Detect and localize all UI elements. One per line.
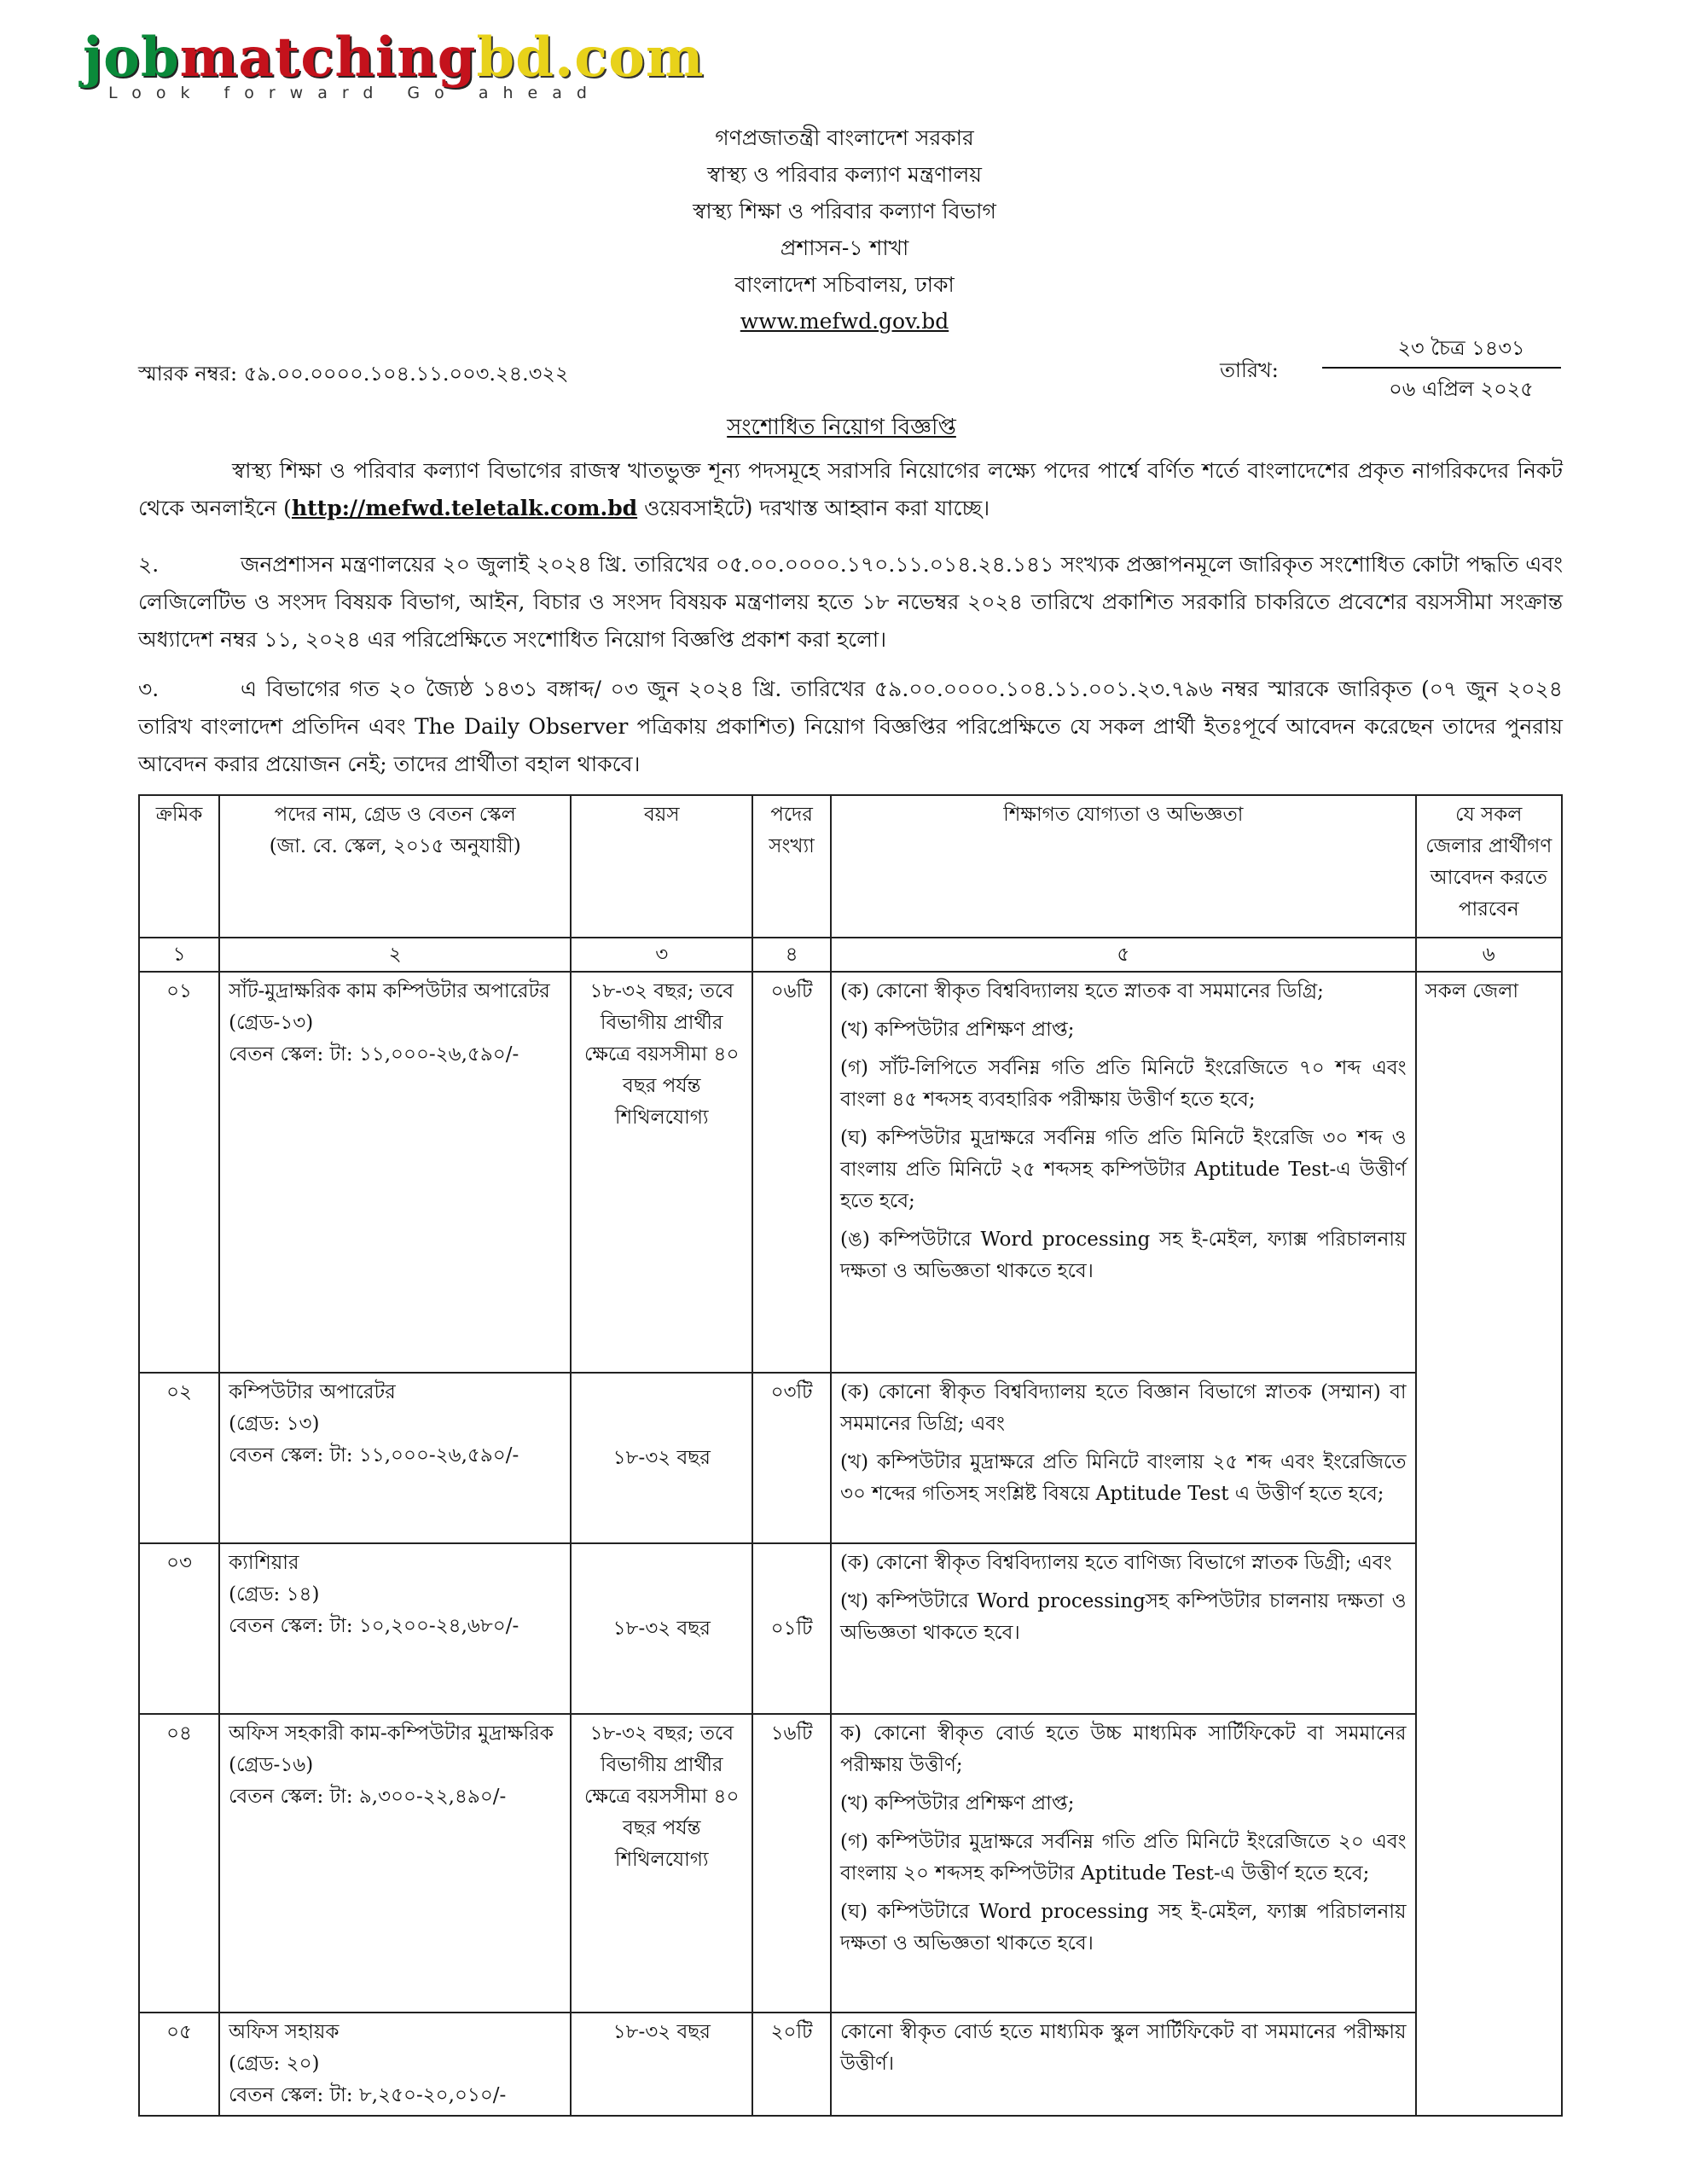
paragraph-3 [138, 671, 1563, 783]
header-qualification: শিক্ষাগত যোগ্যতা ও অভিজ্ঞতা [831, 795, 1416, 938]
para1-text: স্বাস্থ্য শিক্ষা ও পরিবার কল্যাণ বিভাগের রাজস্ব খাতভুক্ত শূন্য পদসমূহে সরাসরি নিয়োগের লক্ষ্যে পদের পার্শ্বে বর্ণিত শর্তে বাংলাদেশের প্রকৃত নাগরিকদের নিকট থেকে অনলাইনে ( [138, 458, 1563, 520]
paragraph-2 [138, 546, 1563, 659]
row-qualification [831, 1543, 1416, 1714]
column-number: ৫ [831, 938, 1416, 972]
row-age: ১৮-৩২ বছর [571, 2013, 752, 2116]
paragraph-text: জনপ্রশাসন মন্ত্রণালয়ের ২০ জুলাই ২০২৪ খ্রি. তারিখের ০৫.০০.০০০০.১৭০.১১.০১৪.২৪.১৪১ সংখ্যক প্রজ্ঞাপনমূলে জারিকৃত সংশোধিত কোটা পদ্ধতি এবং লেজিলেটিভ ও সংসদ বিষয়ক বিভাগ, আইন, বিচার ও সংসদ বিষয়ক মন্ত্রণালয় হতে ১৮ নভেম্বর ২০২৪ তারিখে প্রকাশিত সরকারি চাকরিতে প্রবেশের বয়সসীমা সংক্রান্ত অধ্যাদেশ নম্বর ১১, ২০২৪ এর পরিপ্রেক্ষিতে সংশোধিত নিয়োগ বিজ্ঞপ্তি প্রকাশ করা হলো। [138, 552, 1563, 652]
header-age: বয়স [571, 795, 752, 938]
row-post [219, 972, 571, 1373]
row-qualification [831, 972, 1416, 1373]
requirement: (গ) কম্পিউটার মুদ্রাক্ষরে সর্বনিম্ন গতি প্রতি মিনিটে ইংরেজিতে ২০ এবং বাংলায় ২০ শব্দসহ কম্পিউটার Aptitude Test-এ উত্তীর্ণ হতে হবে; [840, 1831, 1407, 1885]
post-name: ক্যাশিয়ার [229, 1552, 299, 1574]
date-label: তারিখ: [1220, 358, 1279, 382]
column-number: ৩ [571, 938, 752, 972]
row-post [219, 1714, 571, 2013]
date-bangla: ২৩ চৈত্র ১৪৩১ [1397, 336, 1525, 360]
post-name: অফিস সহকারী কাম-কম্পিউটার মুদ্রাক্ষরিক (গ্রেড-১৬) [229, 1722, 554, 1776]
header-line: স্বাস্থ্য ও পরিবার কল্যাণ মন্ত্রণালয় [707, 162, 982, 187]
row-age: ১৮-৩২ বছর; তবে বিভাগীয় প্রার্থীর ক্ষেত্রে বয়সসীমা ৪০ বছর পর্যন্ত শিথিলযোগ্য [571, 1714, 752, 2013]
row-count: ০৩টি [752, 1373, 831, 1543]
column-number: ১ [139, 938, 219, 972]
header-post-line: (জা. বে. স্কেল, ২০১৫ অনুযায়ী) [269, 835, 521, 857]
requirement: কোনো স্বীকৃত বোর্ড হতে মাধ্যমিক স্কুল সার্টিফিকেট বা সমমানের পরীক্ষায় উত্তীর্ণ। [840, 2021, 1407, 2075]
requirement: (খ) কম্পিউটার প্রশিক্ষণ প্রাপ্ত; [840, 1019, 1075, 1041]
pay-scale: বেতন স্কেল: টা: ৮,২৫০-২০,০১০/- [229, 2084, 507, 2106]
date-gregorian: ০৬ এপ্রিল ২০২৫ [1389, 377, 1534, 401]
paragraph-number: ৩. [138, 677, 160, 701]
website-link[interactable]: www.mefwd.gov.bd [740, 309, 949, 334]
office-header [512, 119, 1177, 340]
row-post [219, 1543, 571, 1714]
logo-wordmark: jobmatchingbd.com [83, 26, 705, 90]
row-post [219, 1373, 571, 1543]
header-line: স্বাস্থ্য শিক্ষা ও পরিবার কল্যাণ বিভাগ [693, 199, 996, 224]
header-serial: ক্রমিক [139, 795, 219, 938]
header-line: গণপ্রজাতন্ত্রী বাংলাদেশ সরকার [715, 125, 974, 150]
paragraph-1 [138, 452, 1563, 527]
table-header-row [139, 795, 1562, 938]
requirement: (খ) কম্পিউটার মুদ্রাক্ষরে প্রতি মিনিটে বাংলায় ২৫ শব্দ এবং ইংরেজিতে ৩০ শব্দের গতিসহ সংশ্লিষ্ট বিষয়ে Aptitude Test এ উত্তীর্ণ হতে হবে; [840, 1451, 1407, 1505]
column-number: ৬ [1416, 938, 1562, 972]
table-row [139, 2013, 1562, 2116]
table-row [139, 972, 1562, 1373]
row-serial: ০৩ [139, 1543, 219, 1714]
apply-link[interactable]: http://mefwd.teletalk.com.bd [291, 496, 638, 520]
row-serial: ০১ [139, 972, 219, 1373]
requirement: (ক) কোনো স্বীকৃত বিশ্ববিদ্যালয় হতে স্নাতক বা সমমানের ডিগ্রি; [840, 980, 1324, 1002]
row-age: ১৮-৩২ বছর; তবে বিভাগীয় প্রার্থীর ক্ষেত্রে বয়সসীমা ৪০ বছর পর্যন্ত শিথিলযোগ্য [571, 972, 752, 1373]
column-number: ২ [219, 938, 571, 972]
row-serial: ০২ [139, 1373, 219, 1543]
post-name: অফিস সহায়ক [229, 2021, 340, 2043]
requirement: (খ) কম্পিউটার প্রশিক্ষণ প্রাপ্ত; [840, 1792, 1075, 1815]
post-grade: (গ্রেড: ১৩) [229, 1413, 320, 1435]
header-line: বাংলাদেশ সচিবালয়, ঢাকা [734, 272, 955, 297]
post-grade: (গ্রেড: ২০) [229, 2053, 320, 2075]
row-count: ১৬টি [752, 1714, 831, 2013]
requirement: (ক) কোনো স্বীকৃত বিশ্ববিদ্যালয় হতে বিজ্ঞান বিভাগে স্নাতক (সম্মান) বা সমমানের ডিগ্রি; এবং [840, 1381, 1407, 1435]
row-count: ০১টি [752, 1543, 831, 1714]
row-count: ২০টি [752, 2013, 831, 2116]
table-row [139, 1373, 1562, 1543]
row-post [219, 2013, 571, 2116]
requirement: ক) কোনো স্বীকৃত বোর্ড হতে উচ্চ মাধ্যমিক সার্টিফিকেট বা সমমানের পরীক্ষায় উত্তীর্ণ; [840, 1722, 1407, 1776]
post-name: সাঁট-মুদ্রাক্ষরিক কাম কম্পিউটার অপারেটর (গ্রেড-১৩) [229, 980, 550, 1034]
row-serial: ০৪ [139, 1714, 219, 2013]
requirement: (ঘ) কম্পিউটার মুদ্রাক্ষরে সর্বনিম্ন গতি প্রতি মিনিটে ইংরেজি ৩০ শব্দ ও বাংলায় প্রতি মিনিটে ২৫ শব্দসহ কম্পিউটার Aptitude Test-এ উত্তীর্ণ হতে হবে; [840, 1127, 1407, 1212]
watermark-logo [83, 24, 723, 102]
row-age: ১৮-৩২ বছর [571, 1543, 752, 1714]
post-name: কম্পিউটার অপারেটর [229, 1381, 396, 1403]
para1-text-end: ওয়েবসাইটে) দরখাস্ত আহ্বান করা যাচ্ছে। [637, 496, 990, 520]
row-count: ০৬টি [752, 972, 831, 1373]
logo-tagline: Look forward Go ahead [108, 84, 601, 102]
paragraph-number: ২. [138, 552, 160, 577]
pay-scale: বেতন স্কেল: টা: ৯,৩০০-২২,৪৯০/- [229, 1786, 507, 1808]
requirement: (খ) কম্পিউটারে Word processingসহ কম্পিউটার চালনায় দক্ষতা ও অভিজ্ঞতা থাকতে হবে। [840, 1590, 1407, 1644]
row-qualification [831, 1714, 1416, 2013]
pay-scale: বেতন স্কেল: টা: ১১,০০০-২৬,৫৯০/- [229, 1444, 519, 1467]
header-line: প্রশাসন-১ শাখা [780, 235, 909, 260]
date-divider [1322, 367, 1561, 369]
header-post [219, 795, 571, 938]
table-row [139, 1543, 1562, 1714]
table-row [139, 1714, 1562, 2013]
requirement: (গ) সাঁট-লিপিতে সর্বনিম্ন গতি প্রতি মিনিটে ইংরেজিতে ৭০ শব্দ এবং বাংলা ৪৫ শব্দসহ ব্যবহারিক পরীক্ষায় উত্তীর্ণ হতে হবে; [840, 1057, 1407, 1111]
column-number-row [139, 938, 1562, 972]
paragraph-text: এ বিভাগের গত ২০ জ্যৈষ্ঠ ১৪৩১ বঙ্গাব্দ/ ০৩ জুন ২০২৪ খ্রি. তারিখের ৫৯.০০.০০০০.১০৪.১১.০০১.২৩.৭৯৬ নম্বর স্মারকে জারিকৃত (০৭ জুন ২০২৪ তারিখ বাংলাদেশ প্রতিদিন এবং The Daily Observer পত্রিকায় প্রকাশিত) নিয়োগ বিজ্ঞপ্তির পরিপ্রেক্ষিতে যে সকল প্রার্থী ইতঃপূর্বে আবেদন করেছেন তাদের পুনরায় আবেদন করার প্রয়োজন নেই; তাদের প্রার্থীতা বহাল থাকবে। [138, 677, 1563, 776]
row-serial: ০৫ [139, 2013, 219, 2116]
header-count: পদের সংখ্যা [752, 795, 831, 938]
header-districts: যে সকল জেলার প্রার্থীগণ আবেদন করতে পারবেন [1416, 795, 1562, 938]
posts-table [138, 794, 1563, 2117]
row-qualification [831, 2013, 1416, 2116]
row-qualification [831, 1373, 1416, 1543]
notice-title: সংশোধিত নিয়োগ বিজ্ঞপ্তি [727, 415, 956, 440]
post-grade: (গ্রেড: ১৪) [229, 1583, 320, 1606]
pay-scale: বেতন স্কেল: টা: ১১,০০০-২৬,৫৯০/- [229, 1043, 519, 1066]
requirement: (ক) কোনো স্বীকৃত বিশ্ববিদ্যালয় হতে বাণিজ্য বিভাগে স্নাতক ডিগ্রী; এবং [840, 1552, 1392, 1574]
header-post-line: পদের নাম, গ্রেড ও বেতন স্কেল [274, 804, 516, 826]
row-districts: সকল জেলা [1416, 972, 1562, 2116]
requirement: (ঘ) কম্পিউটারে Word processing সহ ই-মেইল, ফ্যাক্স পরিচালনায় দক্ষতা ও অভিজ্ঞতা থাকতে হবে। [840, 1901, 1407, 1955]
requirement: (ঙ) কম্পিউটারে Word processing সহ ই-মেইল, ফ্যাক্স পরিচালনায় দক্ষতা ও অভিজ্ঞতা থাকতে হবে। [840, 1228, 1407, 1282]
memo-number: স্মারক নম্বর: ৫৯.০০.০০০০.১০৪.১১.০০৩.২৪.৩২২ [138, 362, 569, 386]
row-age: ১৮-৩২ বছর [571, 1373, 752, 1543]
pay-scale: বেতন স্কেল: টা: ১০,২০০-২৪,৬৮০/- [229, 1615, 519, 1637]
column-number: ৪ [752, 938, 831, 972]
